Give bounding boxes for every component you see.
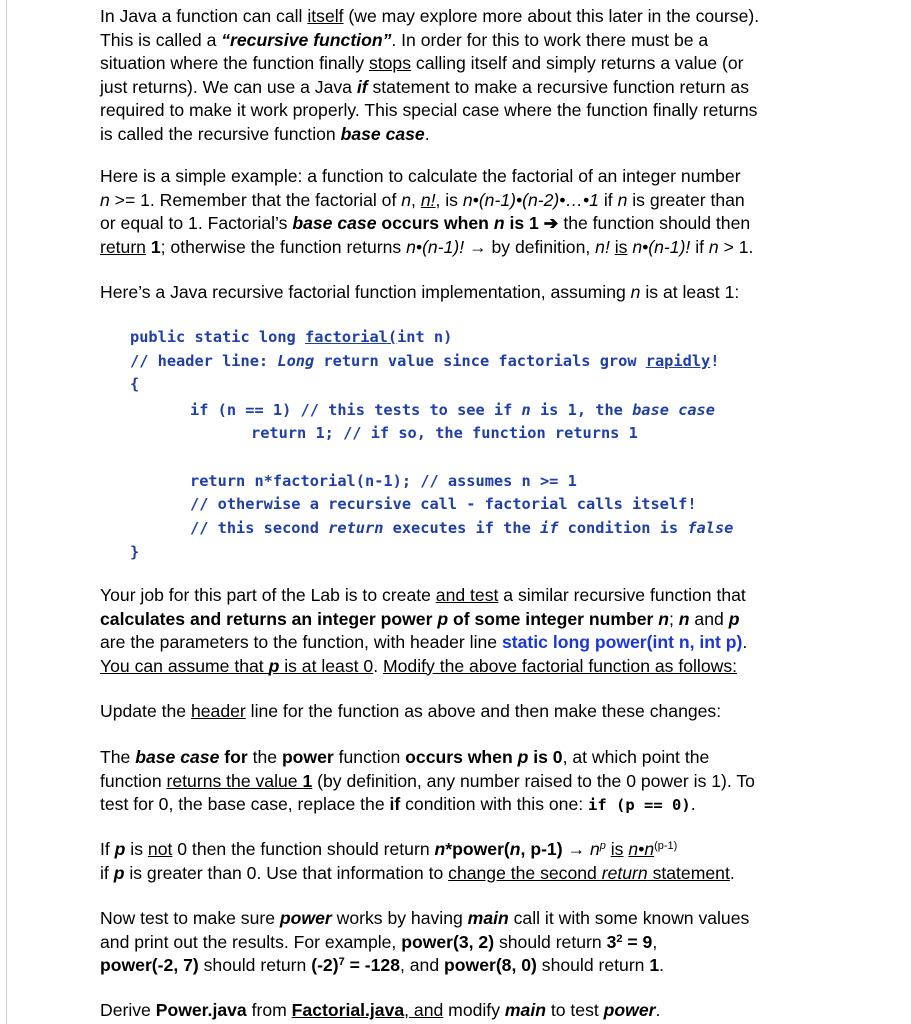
code-line-comment-second-return: // this second return executes if the if condition is false: [190, 518, 734, 537]
testing-paragraph: Now test to make sure power works by having main call it with some known values and print out the results. For example, power(3, 2) should return $3^2 = 9$, power(-2, 7) should return $(-2)^7 = -128$, and power(8, 0) should return 1.: [100, 908, 750, 975]
code-line-return-recursive: return n*factorial(n-1); // assumes n >= 1: [190, 471, 577, 490]
update-header-paragraph: Update the header line for the function as above and then make these changes:: [100, 701, 722, 721]
code-line-close-brace: }: [130, 543, 140, 561]
code-line-open-brace: {: [130, 375, 140, 393]
code-line-comment-recursive: // otherwise a recursive call - factorial calls itself!: [190, 495, 697, 513]
task-paragraph: Your job for this part of the Lab is to create and test a similar recursive function that calculates and returns an integer power p of some integer number n; n and p are the parameters to the function, with header line static long power(int n, int p). You can assume that p is at least 0. Modify the above factorial function as follows:: [100, 585, 748, 676]
code-line-comment: // header line: Long return value since factorials grow rapidly!: [130, 351, 720, 370]
recursive-case-paragraph: If p is not 0 then the function should return n*power(n, $p-1) \to n^p$ is $n•n^{(p-1)}$ if p is greater than 0. Use that information to change the second return statement.: [100, 839, 735, 883]
factorial-explanation-paragraph: Here is a simple example: a function to calculate the factorial of an integer number n >= 1. Remember that the factorial of n, n!, is n•(n-1)•(n-2)•…•1 if n is greater than or equal to 1. Factorial’s base case occurs when n is 1 ➔ the function should then return 1; otherwise the function returns n•(n-1)! → by definition, n! is n•(n-1)! if n > 1.: [100, 166, 754, 257]
base-case-paragraph: The base case for the power function occurs when p is 0, at which point the function returns the value 1 (by definition, any number raised to the 0 power is 1). To test for 0, the base case, replace the if condition with this one: if (p == 0).: [100, 747, 755, 814]
code-line-return-1: return 1; // if so, the function returns 1: [251, 424, 638, 442]
implementation-intro: Here’s a Java recursive factorial function implementation, assuming n is at least 1:: [100, 282, 740, 302]
derive-paragraph: Derive Power.java from Factorial.java, and modify main to test power.: [100, 1000, 661, 1020]
intro-paragraph: In Java a function can call itself (we may explore more about this later in the course). This is called a “recursive function”. In order for this to work there must be a situation where the function finally stops calling itself and simply returns a value (or just returns). We can use a Java if statement to make a recursive function return as required to make it work properly. This special case where the function finally returns is called the recursive function base case.: [100, 6, 760, 144]
code-line-header: public static long factorial(int n): [130, 328, 453, 346]
factorial-code-block: [130, 326, 733, 565]
code-line-if: if (n == 1) // this tests to see if n is 1, the base case: [190, 400, 715, 419]
